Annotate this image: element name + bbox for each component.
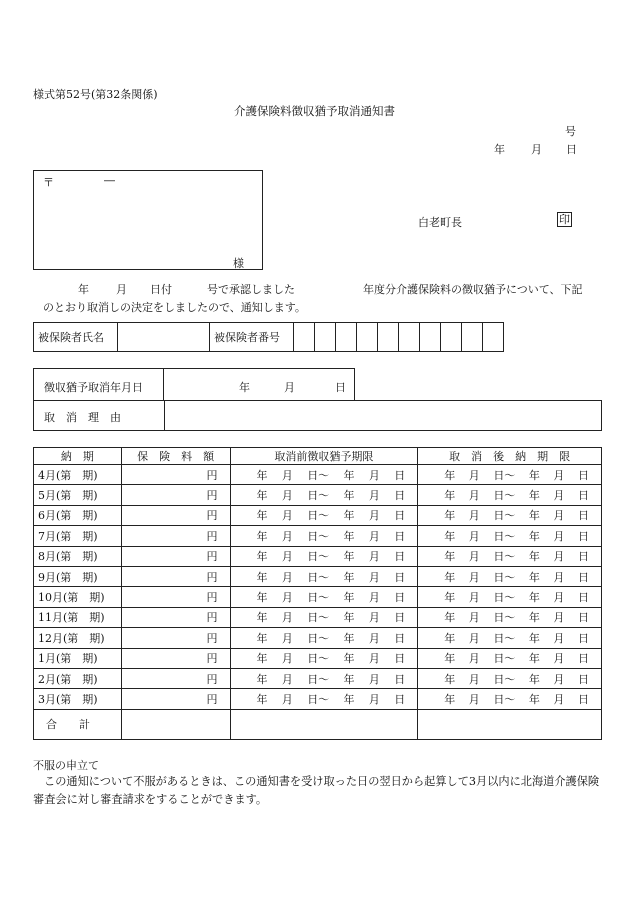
date-part: 月 [281,692,293,706]
insured-number-cell[interactable] [420,323,441,352]
date-part: 日 [577,468,589,482]
date-part: 日 [577,652,589,666]
date-part: 日〜 [493,631,516,645]
date-part: 年 [444,672,456,686]
schedule-row [34,546,602,566]
row-due: 8月(第 期) [34,546,122,566]
date-part: 日 [394,529,406,543]
row-amount[interactable] [121,648,230,668]
date-part: 年 [256,550,268,564]
objection-heading: 不服の申立て [33,759,99,772]
insured-name-label: 被保険者氏名 [34,323,118,352]
header-after: 取 消 後 納 期 限 [418,448,602,465]
date-part: 日〜 [493,591,516,605]
date-part: 月 [553,692,565,706]
cancel-date-year: 年 [239,381,250,394]
intro-dated: 日付 [150,283,172,296]
row-amount[interactable] [121,668,230,688]
date-part: 日 [394,468,406,482]
date-part: 月 [368,529,380,543]
date-part: 年 [343,611,355,625]
date-part: 月 [281,509,293,523]
honorific: 様 [233,257,244,270]
date-part: 月 [368,611,380,625]
date-part: 日〜 [493,692,516,706]
date-part: 日〜 [307,591,330,605]
row-amount[interactable] [121,689,230,709]
date-part: 月 [281,652,293,666]
date-part: 年 [256,631,268,645]
header-due: 納 期 [34,448,122,465]
date-part: 年 [528,672,540,686]
total-label: 合 計 [34,709,122,739]
insured-number-cell[interactable] [294,323,315,352]
row-after-range[interactable] [418,668,602,688]
date-part: 日〜 [307,489,330,503]
date-part: 年 [528,611,540,625]
date-part: 日〜 [493,529,516,543]
yen-unit: 円 [206,489,218,503]
row-amount[interactable] [121,628,230,648]
schedule-row [34,485,602,505]
schedule-row [34,505,602,525]
row-before-range[interactable] [230,465,418,485]
row-amount[interactable] [121,465,230,485]
date-part: 日〜 [307,692,330,706]
header-before: 取消前徴収猶予期限 [230,448,418,465]
date-part: 月 [368,468,380,482]
date-part: 月 [553,672,565,686]
cancel-date-month: 月 [284,381,295,394]
schedule-row [34,607,602,627]
date-part: 日 [577,509,589,523]
date-part: 年 [528,591,540,605]
date-part: 日 [577,550,589,564]
issue-date-month: 月 [531,143,542,156]
date-part: 年 [444,692,456,706]
date-part: 日 [394,672,406,686]
date-part: 日〜 [493,570,516,584]
date-part: 年 [256,611,268,625]
cancel-date-label-cell [34,369,164,401]
schedule-table [33,447,602,740]
intro-year: 年 [78,283,89,296]
date-part: 月 [553,652,565,666]
date-part: 日 [394,509,406,523]
date-part: 月 [468,489,480,503]
yen-unit: 円 [206,692,218,706]
date-part: 年 [343,672,355,686]
date-part: 日 [577,529,589,543]
date-part: 月 [468,509,480,523]
row-before-range[interactable] [230,668,418,688]
yen-unit: 円 [206,631,218,645]
date-part: 日 [394,692,406,706]
date-part: 年 [444,550,456,564]
date-part: 日 [394,652,406,666]
row-before-range[interactable] [230,526,418,546]
date-part: 日 [394,570,406,584]
date-part: 日〜 [307,672,330,686]
insured-table [33,322,504,352]
row-before-range[interactable] [230,628,418,648]
row-after-range[interactable] [418,587,602,607]
date-part: 月 [553,550,565,564]
date-part: 日 [394,631,406,645]
date-part: 年 [444,631,456,645]
row-after-range[interactable] [418,607,602,627]
form-label: 様式第52号(第32条関係) [33,88,158,101]
yen-unit: 円 [206,611,218,625]
schedule-row [34,628,602,648]
row-due: 4月(第 期) [34,465,122,485]
date-part: 月 [281,672,293,686]
yen-unit: 円 [206,652,218,666]
date-part: 日〜 [493,550,516,564]
date-part: 年 [256,489,268,503]
date-part: 日〜 [307,550,330,564]
date-part: 年 [528,468,540,482]
yen-unit: 円 [206,509,218,523]
issuer-name: 白老町長 [418,216,462,229]
schedule-row [34,566,602,586]
date-part: 年 [444,509,456,523]
yen-unit: 円 [206,570,218,584]
insured-number-cell[interactable] [441,323,462,352]
date-part: 月 [553,509,565,523]
cancel-date-row [33,368,355,401]
schedule-row [34,587,602,607]
date-part: 月 [553,631,565,645]
objection-body: この通知について不服があるときは、この通知書を受け取った日の翌日から起算して3月以内に北海道介護保険審査会に対し審査請求をすることができます。 [33,775,600,806]
date-part: 年 [528,692,540,706]
date-part: 月 [553,570,565,584]
date-part: 日〜 [307,509,330,523]
row-amount[interactable] [121,526,230,546]
date-part: 日 [394,550,406,564]
cancel-date-field[interactable] [165,369,355,401]
date-part: 日〜 [307,631,330,645]
date-part: 年 [256,652,268,666]
seal-mark: 印 [559,213,570,226]
insured-number-cell[interactable] [336,323,357,352]
date-part: 日 [577,489,589,503]
date-part: 月 [281,489,293,503]
intro-approved: 号で承認しました [207,283,295,296]
date-part: 月 [468,468,480,482]
date-part: 月 [281,550,293,564]
row-after-range[interactable] [418,465,602,485]
row-due: 12月(第 期) [34,628,122,648]
date-part: 年 [256,529,268,543]
date-part: 日 [577,570,589,584]
row-before-range[interactable] [230,505,418,525]
row-before-range[interactable] [230,546,418,566]
row-before-range[interactable] [230,648,418,668]
date-part: 年 [343,692,355,706]
date-part: 月 [468,692,480,706]
row-after-range[interactable] [418,689,602,709]
date-part: 月 [468,550,480,564]
date-part: 年 [528,509,540,523]
date-part: 年 [256,591,268,605]
date-part: 年 [444,652,456,666]
row-due: 7月(第 期) [34,526,122,546]
row-due: 3月(第 期) [34,689,122,709]
row-after-range[interactable] [418,628,602,648]
postal-dash: ― [104,174,115,187]
date-part: 年 [444,529,456,543]
total-amount[interactable] [121,709,230,739]
row-amount[interactable] [121,505,230,525]
date-part: 日 [577,692,589,706]
date-part: 年 [444,591,456,605]
date-part: 月 [281,529,293,543]
row-before-range[interactable] [230,607,418,627]
row-due: 5月(第 期) [34,485,122,505]
date-part: 年 [528,631,540,645]
insured-number-cell[interactable] [357,323,378,352]
date-part: 月 [553,468,565,482]
row-amount[interactable] [121,587,230,607]
cancel-date-label: 徴収猶予取消年月日 [44,381,143,394]
insured-number-cell[interactable] [462,323,483,352]
date-part: 月 [368,591,380,605]
total-before [230,709,418,739]
date-part: 月 [368,509,380,523]
doc-number-suffix: 号 [565,125,576,138]
date-part: 日 [577,611,589,625]
yen-unit: 円 [206,529,218,543]
insured-number-cell[interactable] [378,323,399,352]
date-part: 月 [468,591,480,605]
row-before-range[interactable] [230,587,418,607]
date-part: 年 [528,489,540,503]
date-part: 日〜 [493,672,516,686]
issue-date-year: 年 [494,143,505,156]
date-part: 年 [444,570,456,584]
row-after-range[interactable] [418,566,602,586]
date-part: 年 [343,489,355,503]
schedule-row [34,668,602,688]
date-part: 月 [368,631,380,645]
intro-fiscal: 年度分介護保険料の徴収猶予について、下記 [363,283,583,296]
date-part: 月 [281,570,293,584]
date-part: 日〜 [307,570,330,584]
postal-mark: 〒 [43,176,54,189]
total-after [418,709,602,739]
date-part: 日〜 [307,529,330,543]
insured-name-field[interactable] [118,323,210,352]
date-part: 日 [577,672,589,686]
schedule-row [34,648,602,668]
schedule-row [34,689,602,709]
date-part: 年 [256,570,268,584]
date-part: 年 [528,570,540,584]
schedule-row [34,526,602,546]
date-part: 月 [468,570,480,584]
row-before-range[interactable] [230,485,418,505]
date-part: 月 [281,631,293,645]
date-part: 月 [368,550,380,564]
header-amount: 保 険 料 額 [121,448,230,465]
yen-unit: 円 [206,672,218,686]
date-part: 年 [256,468,268,482]
date-part: 月 [368,692,380,706]
row-after-range[interactable] [418,526,602,546]
insured-number-cell[interactable] [399,323,420,352]
issue-date-day: 日 [566,143,577,156]
row-before-range[interactable] [230,689,418,709]
date-part: 年 [256,672,268,686]
date-part: 年 [528,652,540,666]
date-part: 月 [281,468,293,482]
date-part: 月 [553,529,565,543]
date-part: 日〜 [307,468,330,482]
row-due: 10月(第 期) [34,587,122,607]
address-box[interactable] [33,170,263,270]
row-before-range[interactable] [230,566,418,586]
date-part: 日 [394,591,406,605]
insured-number-label: 被保険者番号 [210,323,294,352]
row-due: 11月(第 期) [34,607,122,627]
date-part: 日 [394,611,406,625]
yen-unit: 円 [206,591,218,605]
schedule-row [34,465,602,485]
date-part: 年 [444,468,456,482]
date-part: 年 [444,611,456,625]
cancel-reason-label-cell [34,401,165,430]
row-after-range[interactable] [418,648,602,668]
date-part: 月 [468,652,480,666]
row-after-range[interactable] [418,546,602,566]
date-part: 年 [444,489,456,503]
intro-line2: のとおり取消しの決定をしましたので、通知します。 [43,301,306,314]
insured-number-cell[interactable] [315,323,336,352]
yen-unit: 円 [206,550,218,564]
date-part: 日 [394,489,406,503]
date-part: 日〜 [493,509,516,523]
date-part: 日〜 [493,652,516,666]
date-part: 月 [468,529,480,543]
date-part: 月 [468,672,480,686]
row-due: 9月(第 期) [34,566,122,586]
date-part: 年 [343,652,355,666]
date-part: 日〜 [307,652,330,666]
date-part: 日〜 [493,611,516,625]
date-part: 月 [368,672,380,686]
date-part: 年 [256,692,268,706]
date-part: 年 [343,591,355,605]
date-part: 月 [281,611,293,625]
date-part: 月 [553,489,565,503]
cancel-date-day: 日 [335,381,346,394]
date-part: 年 [528,550,540,564]
intro-month: 月 [116,283,127,296]
row-amount[interactable] [121,607,230,627]
date-part: 年 [343,550,355,564]
date-part: 日 [577,591,589,605]
date-part: 年 [343,529,355,543]
date-part: 月 [368,489,380,503]
cancel-reason-label: 取 消 理 由 [44,411,121,424]
row-amount[interactable] [121,566,230,586]
row-after-range[interactable] [418,485,602,505]
date-part: 月 [368,570,380,584]
date-part: 年 [343,509,355,523]
date-part: 年 [343,631,355,645]
date-part: 日〜 [493,489,516,503]
row-due: 6月(第 期) [34,505,122,525]
date-part: 月 [281,591,293,605]
date-part: 年 [343,570,355,584]
date-part: 年 [343,468,355,482]
yen-unit: 円 [206,468,218,482]
row-due: 2月(第 期) [34,668,122,688]
row-amount[interactable] [121,546,230,566]
date-part: 月 [468,611,480,625]
row-after-range[interactable] [418,505,602,525]
row-amount[interactable] [121,485,230,505]
row-due: 1月(第 期) [34,648,122,668]
date-part: 月 [468,631,480,645]
date-part: 日〜 [493,468,516,482]
date-part: 日 [577,631,589,645]
date-part: 月 [368,652,380,666]
cancel-reason-field[interactable] [166,401,602,430]
date-part: 月 [553,591,565,605]
date-part: 年 [528,529,540,543]
document-title: 介護保険料徴収猶予取消通知書 [234,104,395,118]
cancel-reason-row [33,400,602,431]
date-part: 月 [553,611,565,625]
insured-number-cell[interactable] [483,323,504,352]
date-part: 年 [256,509,268,523]
date-part: 日〜 [307,611,330,625]
